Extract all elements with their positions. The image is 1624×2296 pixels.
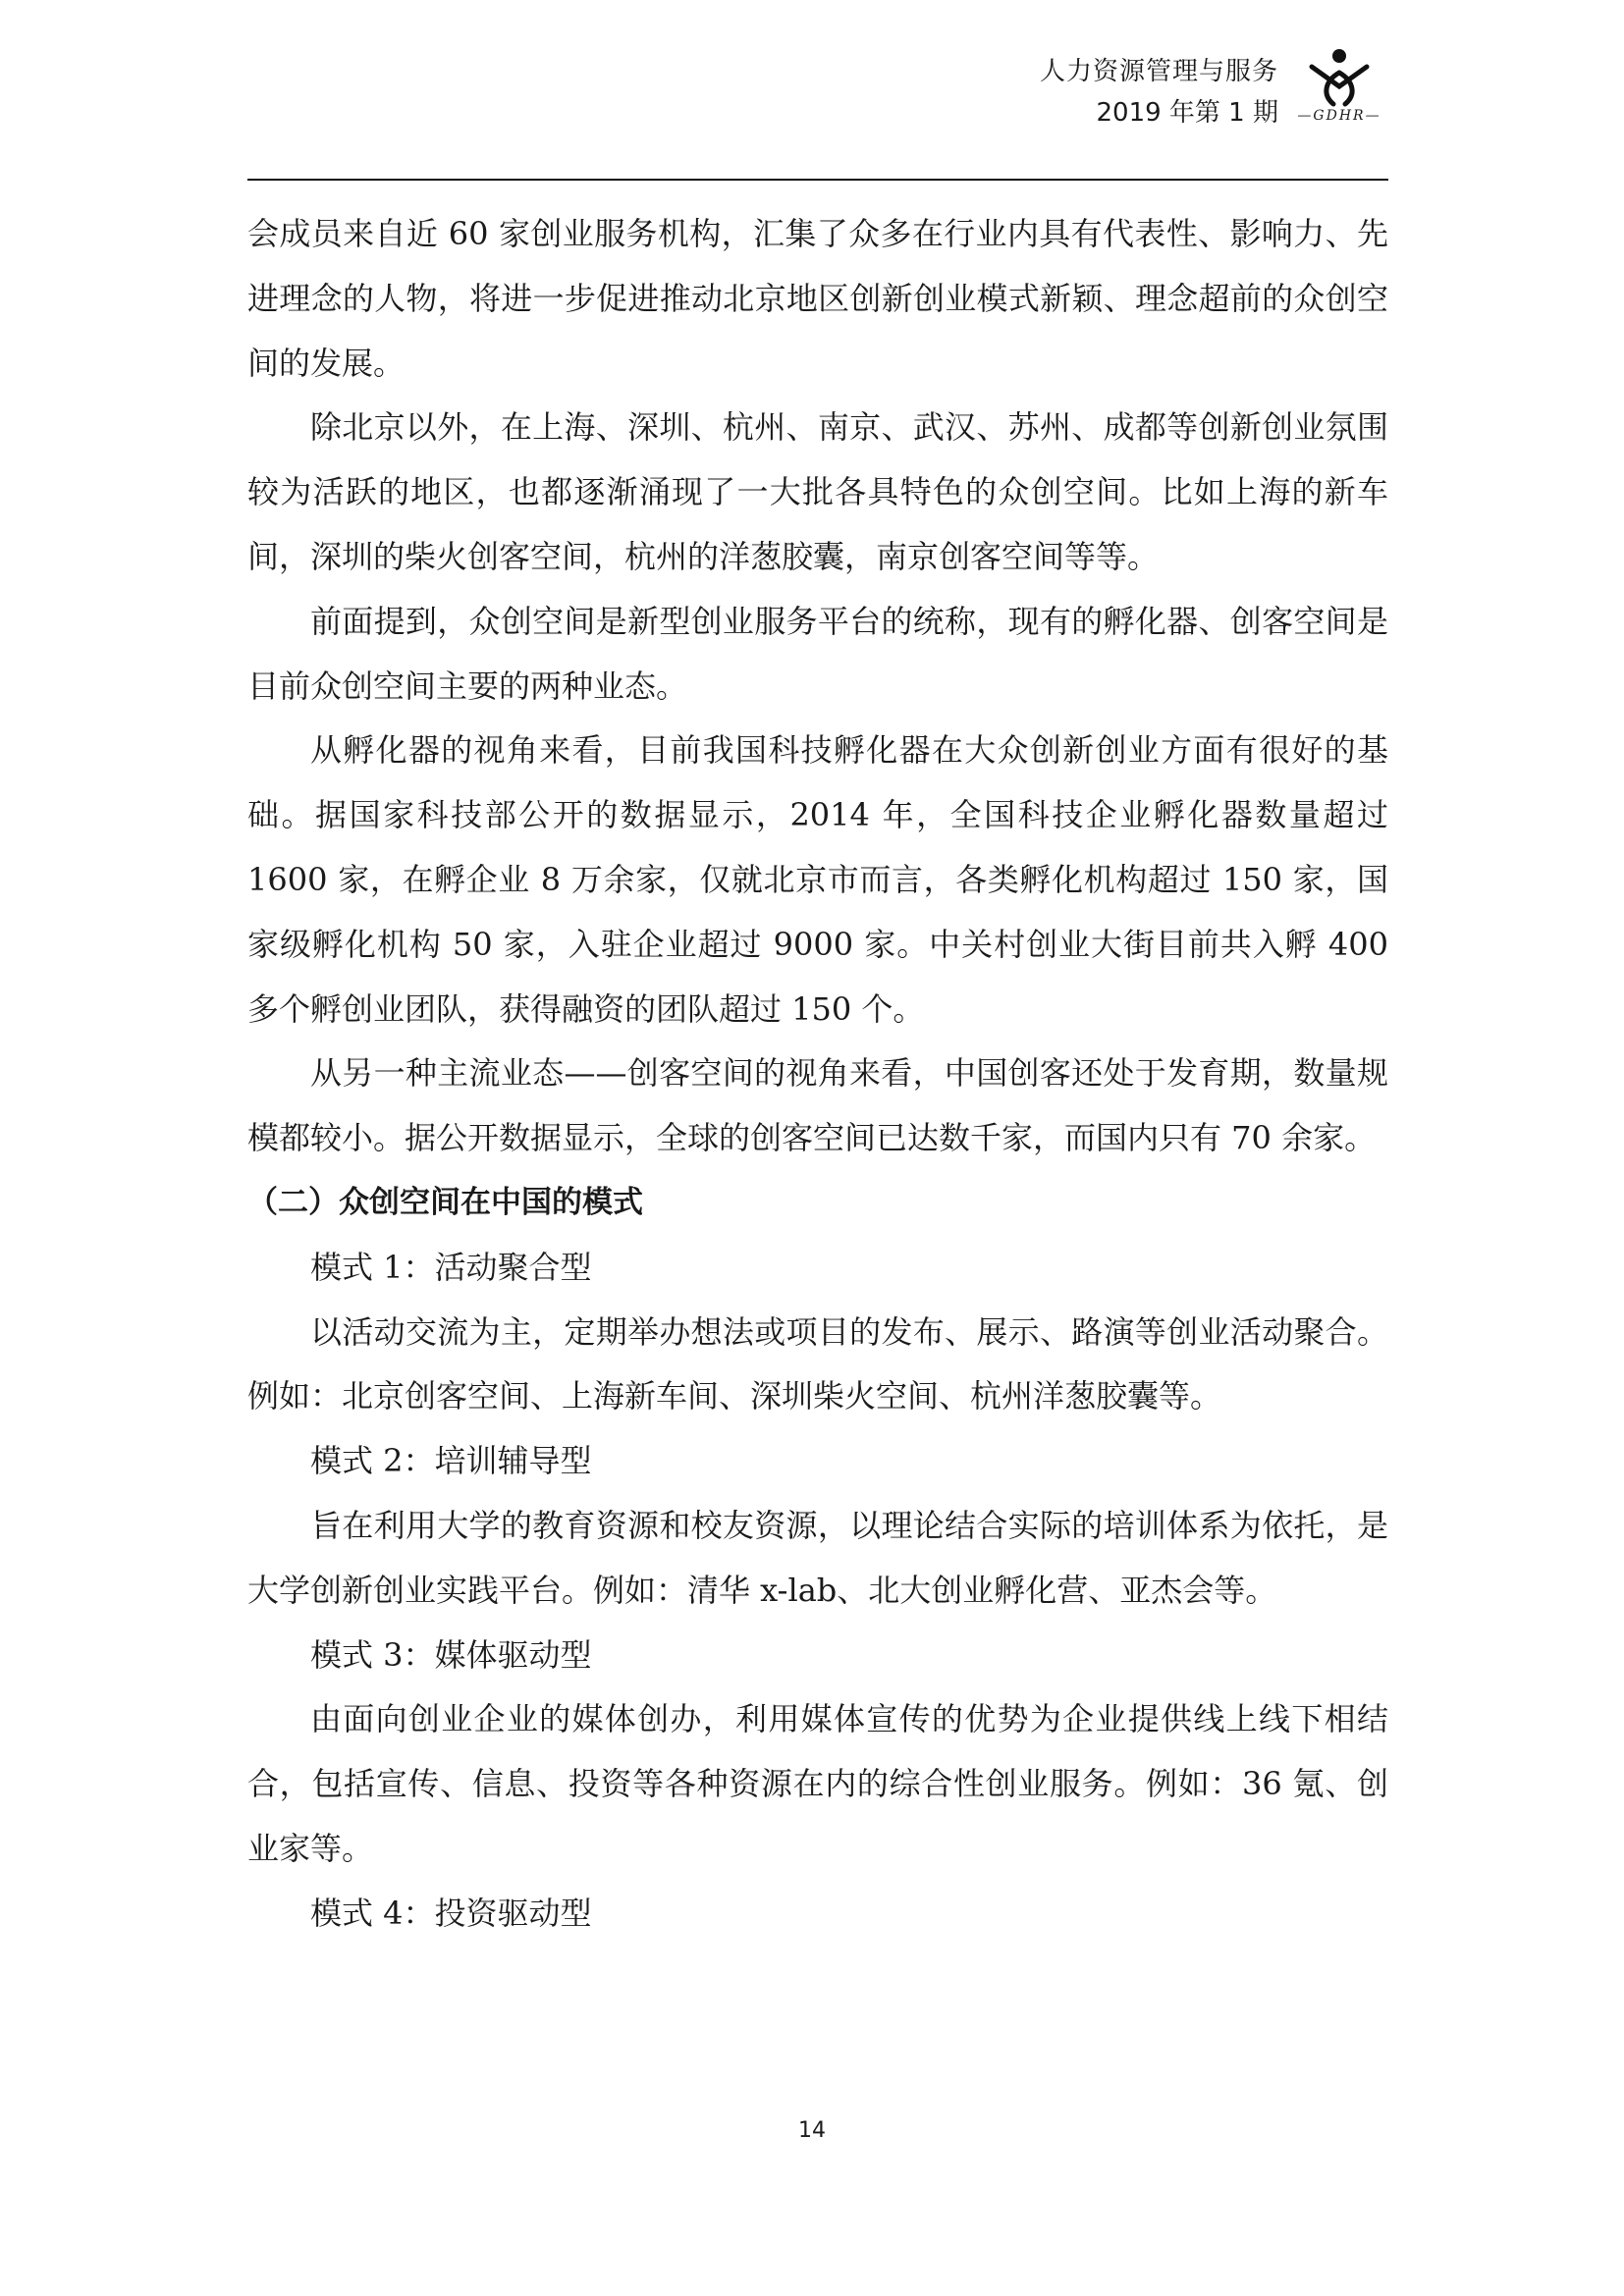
gdhr-logo (1290, 47, 1388, 133)
article-body (247, 202, 1388, 1947)
logo-text: —GDHR— (1297, 108, 1381, 124)
body-paragraph: 模式 1：活动聚合型 (310, 1248, 592, 1286)
header-rule (247, 179, 1388, 181)
body-paragraph: 模式 3：媒体驱动型 (310, 1635, 592, 1674)
gdhr-logo-icon (1290, 47, 1388, 108)
page-header (247, 43, 1388, 181)
body-paragraph: 除北京以外，在上海、深圳、杭州、南京、武汉、苏州、成都等创新创业氛围较为活跃的地区，也都逐渐涌现了一大批各具特色的众创空间。比如上海的新车间，深圳的柴火创客空间，杭州的洋葱胶囊，南京创客空间等等。 (247, 408, 1388, 575)
body-paragraph: 从孵化器的视角来看，目前我国科技孵化器在大众创新创业方面有很好的基础。据国家科技部公开的数据显示，2014 年，全国科技企业孵化器数量超过 1600 家，在孵企业 8 万余家，仅就北京市而言，各类孵化机构超过 150 家，国家级孵化机构 50 家，入驻企业超过 9000 家。中关村创业大街目前共入孵 400 多个孵创业团队，获得融资的团队超过 150 个。 (247, 731, 1388, 1028)
body-paragraph: 模式 4：投资驱动型 (310, 1894, 592, 1932)
body-paragraph: 由面向创业企业的媒体创办，利用媒体宣传的优势为企业提供线上线下相结合，包括宣传、信息、投资等各种资源在内的综合性创业服务。例如：36 氪、创业家等。 (247, 1700, 1388, 1867)
body-paragraph: 前面提到，众创空间是新型创业服务平台的统称，现有的孵化器、创客空间是目前众创空间主要的两种业态。 (247, 602, 1388, 705)
page-number: 14 (798, 2118, 826, 2143)
body-paragraph: 模式 2：培训辅导型 (310, 1442, 592, 1480)
journal-issue: 2019 年第 1 期 (1096, 98, 1278, 128)
body-paragraph: 旨在利用大学的教育资源和校友资源，以理论结合实际的培训体系为依托，是大学创新创业实践平台。例如：清华 x-lab、北大创业孵化营、亚杰会等。 (247, 1506, 1388, 1609)
section-heading: （二）众创空间在中国的模式 (247, 1184, 643, 1220)
body-paragraph: 会成员来自近 60 家创业服务机构，汇集了众多在行业内具有代表性、影响力、先进理念的人物，将进一步促进推动北京地区创新创业模式新颖、理念超前的众创空间的发展。 (247, 215, 1388, 382)
body-paragraph: 以活动交流为主，定期举办想法或项目的发布、展示、路演等创业活动聚合。例如：北京创客空间、上海新车间、深圳柴火空间、杭州洋葱胶囊等。 (247, 1312, 1388, 1415)
journal-title: 人力资源管理与服务 (1039, 57, 1278, 86)
body-paragraph: 从另一种主流业态——创客空间的视角来看，中国创客还处于发育期，数量规模都较小。据公开数据显示，全球的创客空间已达数千家，而国内只有 70 余家。 (247, 1054, 1388, 1157)
